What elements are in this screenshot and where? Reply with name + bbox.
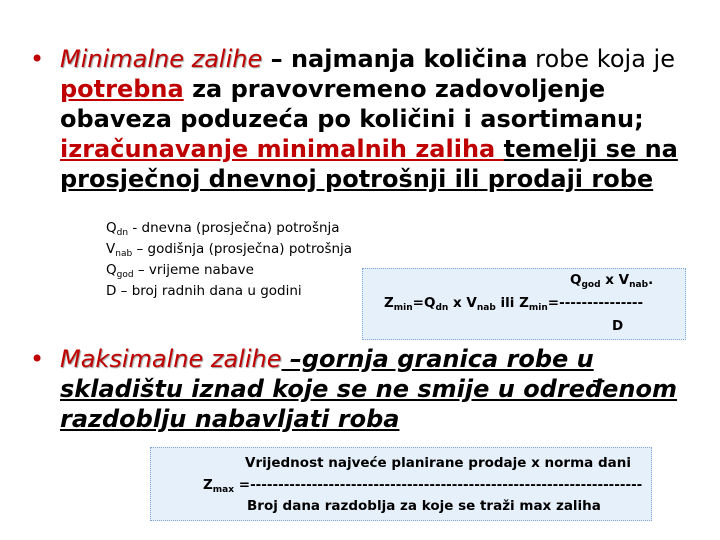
- maksimalne-zalihe-term: Maksimalne zalihe: [60, 345, 282, 373]
- bullet-1-part-4: za pravovremeno zadovoljenje obaveza poduzeća po količini i asortimanu;: [60, 75, 644, 133]
- bullet-2-text: [60, 344, 700, 434]
- legend-vnab: $V_{nab}$ – godišnja (prosječna) potrošnja: [106, 241, 353, 259]
- bullet-1-text: [60, 44, 700, 194]
- formula-max-numerator: Vrijednost najveće planirane prodaje x norma dani: [245, 455, 631, 471]
- legend-d: D – broj radnih dana u godini: [106, 283, 302, 299]
- legend-qdn: $Q_{dn}$ - dnevna (prosječna) potrošnja: [106, 220, 340, 238]
- bullet-2-marker: •: [30, 345, 45, 373]
- potrebna-word: potrebna: [60, 75, 184, 103]
- variable-legend: [106, 218, 352, 302]
- formula-min-numerator: $Q_{god}$ x $V_{nab}$.: [570, 272, 654, 290]
- bullet-1-marker: •: [30, 45, 45, 73]
- formula-min-main-line: $Z_{min}=Q_{dn}$ x $V_{nab}$ ili $Z_{min}=---------------$: [384, 295, 644, 313]
- minimalne-zalihe-term: Minimalne zalihe: [60, 45, 263, 73]
- formula-max-main-line: $Z_{max}$ =----------------------------------------------------------------------: [203, 477, 643, 495]
- bullet-1-part-2: robe koja je: [527, 45, 675, 73]
- formula-max-denominator: Broj dana razdoblja za koje se traži max zaliha: [247, 498, 601, 514]
- bullet-1-part-6: temelji se na prosječnoj dnevnoj potrošnji ili prodaji robe: [60, 135, 678, 193]
- bullet-2-definition: –gornja granica robe u skladištu iznad koje se ne smije u određenom razdoblju nabavljati roba: [60, 345, 678, 433]
- formula-min-denominator: D: [612, 318, 624, 334]
- izracunavanje-phrase: izračunavanje minimalnih zaliha: [60, 135, 504, 163]
- bullet-1-part-1: – najmanja količina: [262, 45, 528, 73]
- legend-qgod: $Q_{god}$ – vrijeme nabave: [106, 262, 254, 280]
